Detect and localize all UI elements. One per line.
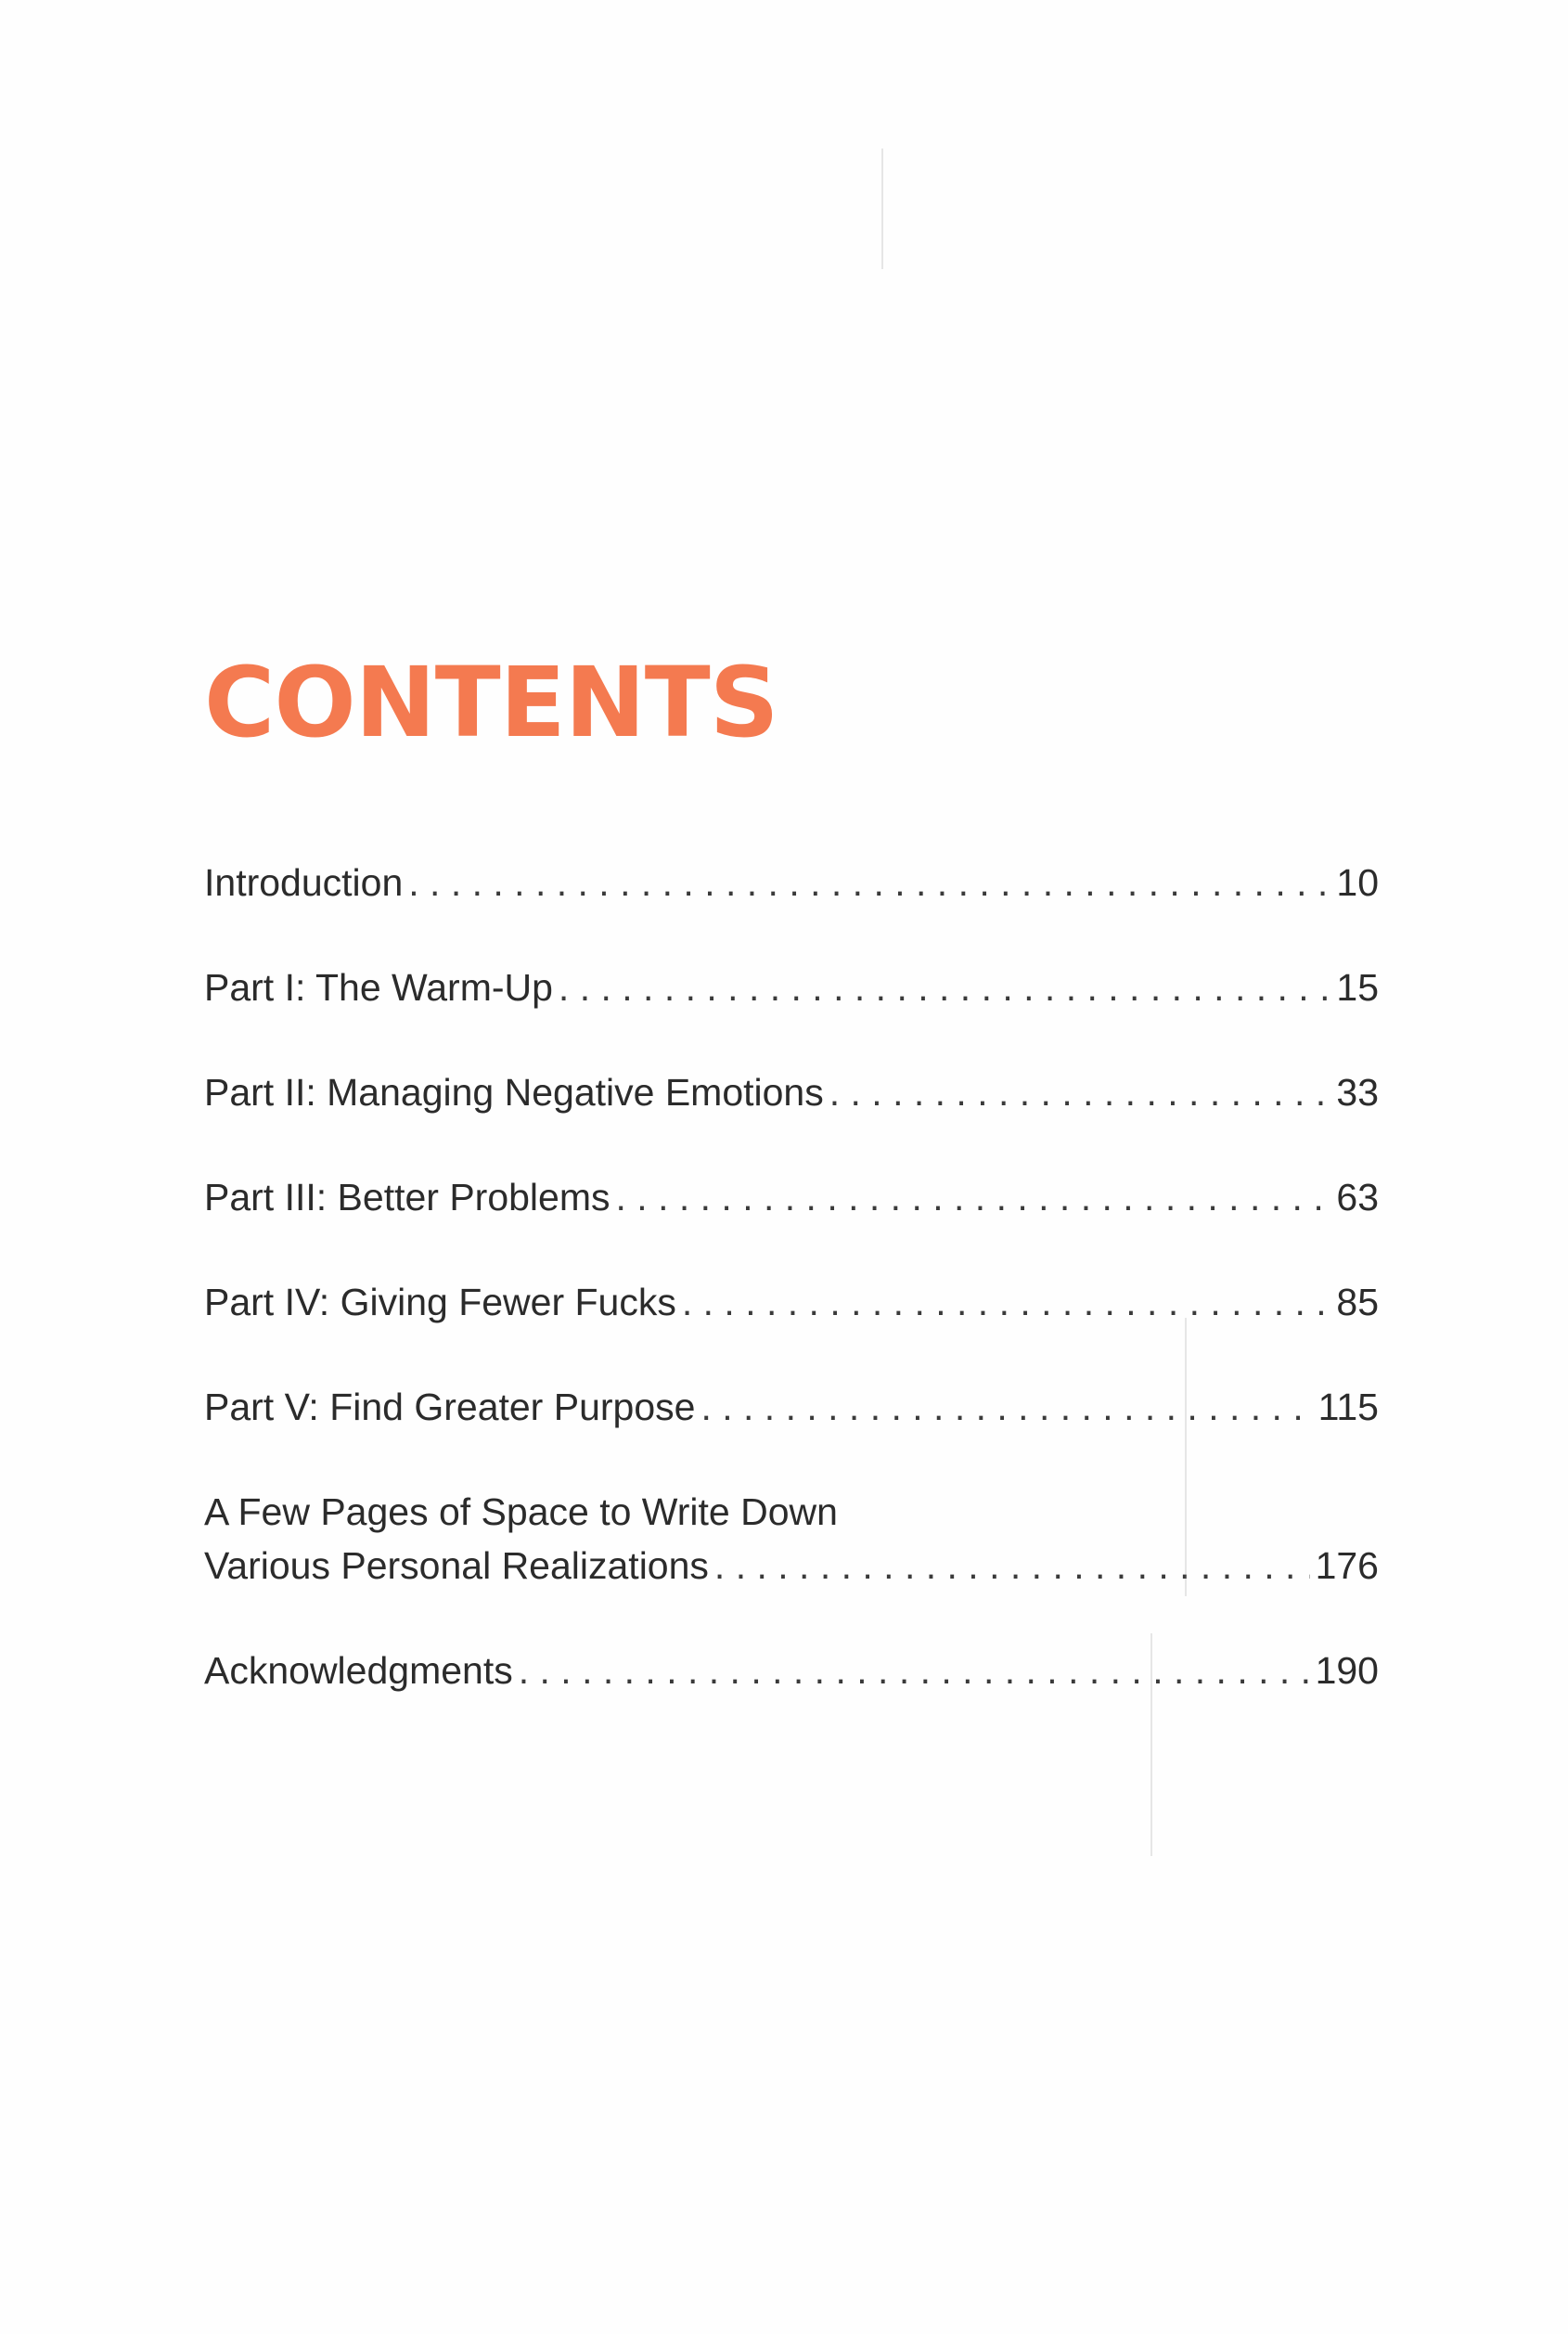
- dot-leader: [682, 1275, 1331, 1329]
- toc-page-number: 63: [1336, 1176, 1379, 1219]
- toc-entry-label: Part III: Better Problems: [204, 1176, 610, 1219]
- toc-entry-label: Part I: The Warm-Up: [204, 966, 553, 1009]
- toc-entry-label: Acknowledgments: [204, 1649, 513, 1692]
- page-title: CONTENTS: [204, 646, 778, 759]
- toc-page-number: 190: [1315, 1649, 1379, 1692]
- toc-entry-introduction[interactable]: [204, 856, 1379, 909]
- toc-entry-part-3[interactable]: [204, 1170, 1379, 1224]
- toc-entry-part-4[interactable]: [204, 1275, 1379, 1329]
- dot-leader: [700, 1380, 1312, 1434]
- dot-leader: [559, 961, 1330, 1014]
- toc-entry-part-2[interactable]: [204, 1065, 1379, 1119]
- dot-leader: [616, 1170, 1331, 1224]
- toc-line: [204, 1644, 1379, 1697]
- toc-entry-acknowledgments[interactable]: [204, 1644, 1379, 1697]
- toc-page-number: 176: [1315, 1544, 1379, 1587]
- toc-entry-label: Part V: Find Greater Purpose: [204, 1386, 696, 1428]
- toc-page-number: 85: [1336, 1281, 1379, 1323]
- toc-entry-label: Introduction: [204, 861, 404, 904]
- toc-entry-label: Part IV: Giving Fewer Fucks: [204, 1281, 676, 1323]
- dot-leader: [519, 1644, 1310, 1697]
- toc-entry-label: Part II: Managing Negative Emotions: [204, 1071, 824, 1114]
- scan-artifact: [1150, 1633, 1152, 1856]
- toc-line: [204, 1539, 1379, 1593]
- toc-line: [204, 961, 1379, 1014]
- scan-artifact: [1185, 1318, 1187, 1596]
- dot-leader: [714, 1539, 1310, 1593]
- toc-line: [204, 1275, 1379, 1329]
- scan-artifact: [881, 148, 883, 269]
- toc-page-number: 115: [1317, 1386, 1379, 1428]
- toc-line: [204, 856, 1379, 909]
- toc-page-number: 15: [1336, 966, 1379, 1009]
- table-of-contents: [204, 856, 1379, 1748]
- toc-entry-label-line1: A Few Pages of Space to Write Down: [204, 1490, 838, 1533]
- toc-entry-label: Various Personal Realizations: [204, 1544, 709, 1587]
- dot-leader: [408, 856, 1330, 909]
- dot-leader: [829, 1065, 1331, 1119]
- toc-page-number: 10: [1336, 861, 1379, 904]
- toc-entry-part-5[interactable]: [204, 1380, 1379, 1434]
- toc-page-number: 33: [1336, 1071, 1379, 1114]
- toc-line: [204, 1170, 1379, 1224]
- toc-line: [204, 1380, 1379, 1434]
- toc-entry-part-1[interactable]: [204, 961, 1379, 1014]
- toc-line-first: [204, 1485, 1379, 1539]
- toc-line: [204, 1065, 1379, 1119]
- toc-entry-personal-realizations[interactable]: [204, 1485, 1379, 1593]
